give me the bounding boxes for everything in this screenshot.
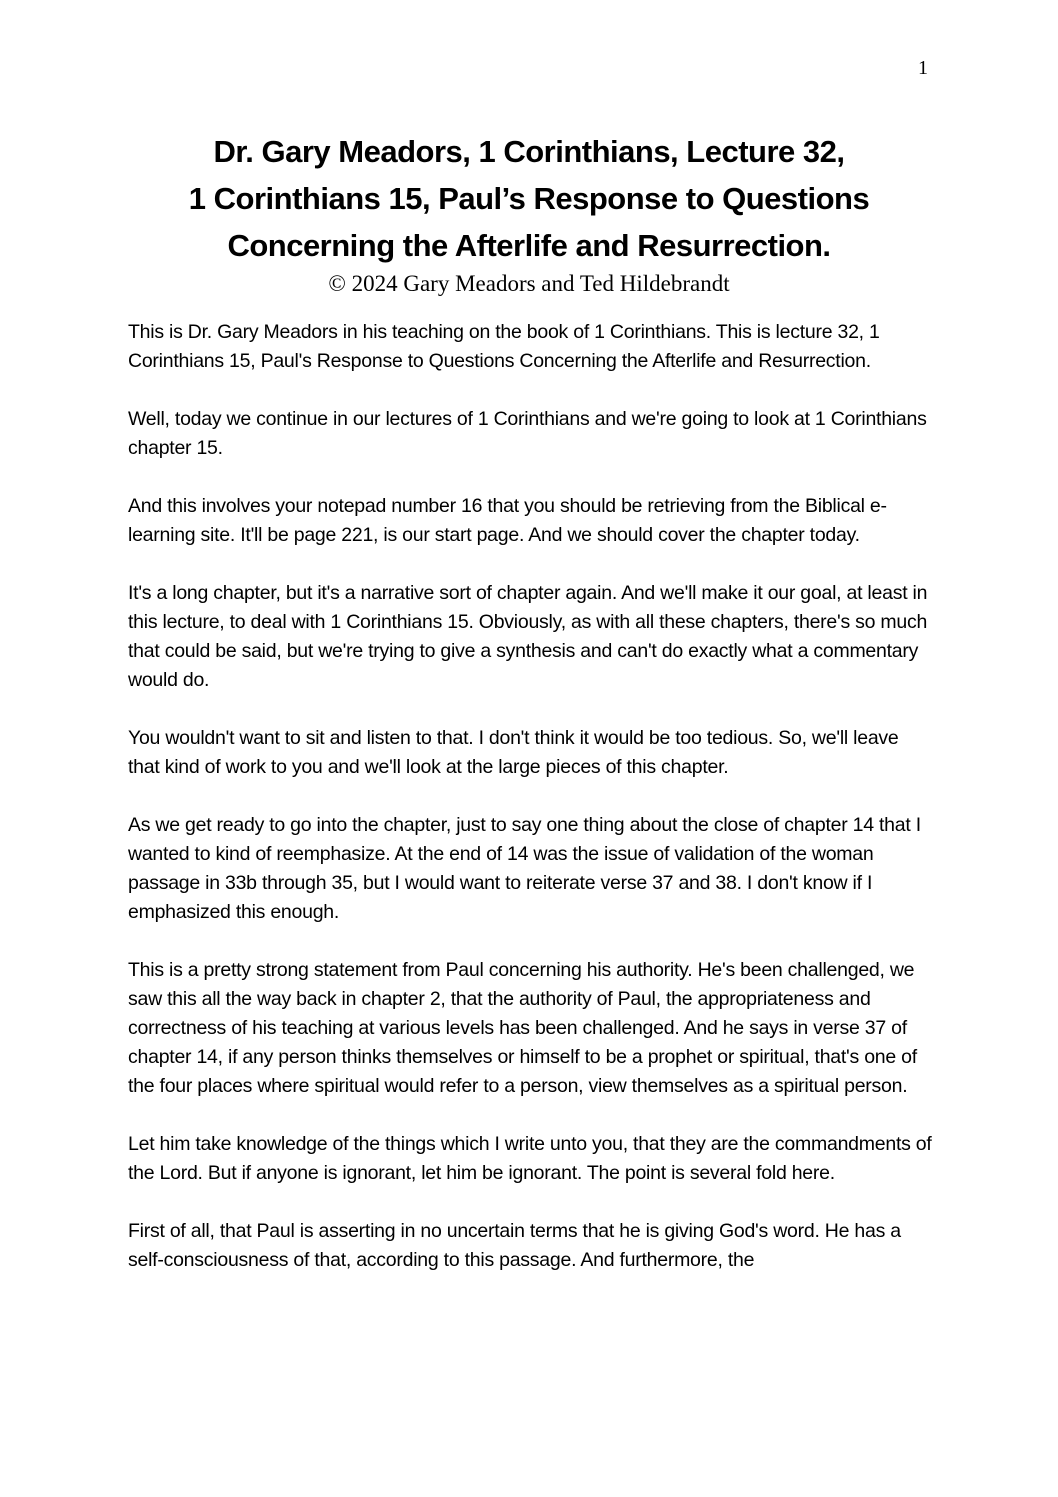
- paragraph: First of all, that Paul is asserting in no uncertain terms that he is giving God's word. He has a self-consciousness of that, according to this passage. And furthermore, the: [128, 1220, 901, 1271]
- document-title-line-2: 1 Corinthians 15, Paul’s Response to Questions: [188, 181, 870, 216]
- paragraph: As we get ready to go into the chapter, just to say one thing about the close of chapter 14 that I wanted to kind of reemphasize. At the end of 14 was the issue of validation of the woman passage in 33b through 35, but I would want to reiterate verse 37 and 38. I don't know if I emphasized this enough.: [128, 814, 921, 923]
- paragraph: It's a long chapter, but it's a narrative sort of chapter again. And we'll make it our goal, at least in this lecture, to deal with 1 Corinthians 15. Obviously, as with all these chapters, there's so much that could be said, but we're trying to give a synthesis and can't do exactly what a commentary would do.: [128, 582, 928, 691]
- document-title-line-3: Concerning the Afterlife and Resurrection.: [227, 228, 831, 263]
- copyright-line: © 2024 Gary Meadors and Ted Hildebrandt: [328, 271, 730, 296]
- paragraph: This is Dr. Gary Meadors in his teaching on the book of 1 Corinthians. This is lecture 32, 1 Corinthians 15, Paul's Response to Questions Concerning the Afterlife and Resurrection.: [128, 321, 880, 372]
- paragraph: You wouldn't want to sit and listen to that. I don't think it would be too tedious. So, we'll leave that kind of work to you and we'll look at the large pieces of this chapter.: [128, 727, 899, 778]
- document-title-line-1: Dr. Gary Meadors, 1 Corinthians, Lecture 32,: [213, 134, 845, 169]
- document-body: [128, 318, 934, 1304]
- paragraph: Let him take knowledge of the things which I write unto you, that they are the commandments of the Lord. But if anyone is ignorant, let him be ignorant. The point is several fold here.: [128, 1133, 932, 1184]
- page-number: 1: [918, 57, 928, 79]
- paragraph: Well, today we continue in our lectures of 1 Corinthians and we're going to look at 1 Corinthians chapter 15.: [128, 408, 927, 459]
- paragraph: And this involves your notepad number 16 that you should be retrieving from the Biblical e-learning site. It'll be page 221, is our start page. And we should cover the chapter today.: [128, 495, 887, 546]
- paragraph: This is a pretty strong statement from Paul concerning his authority. He's been challenged, we saw this all the way back in chapter 2, that the authority of Paul, the appropriateness and correctness of his teaching at various levels has been challenged. And he says in verse 37 of chapter 14, if any person thinks themselves or himself to be a prophet or spiritual, that's one of the four places where spiritual would refer to a person, view themselves as a spiritual person.: [128, 959, 917, 1097]
- title-block: [64, 128, 994, 297]
